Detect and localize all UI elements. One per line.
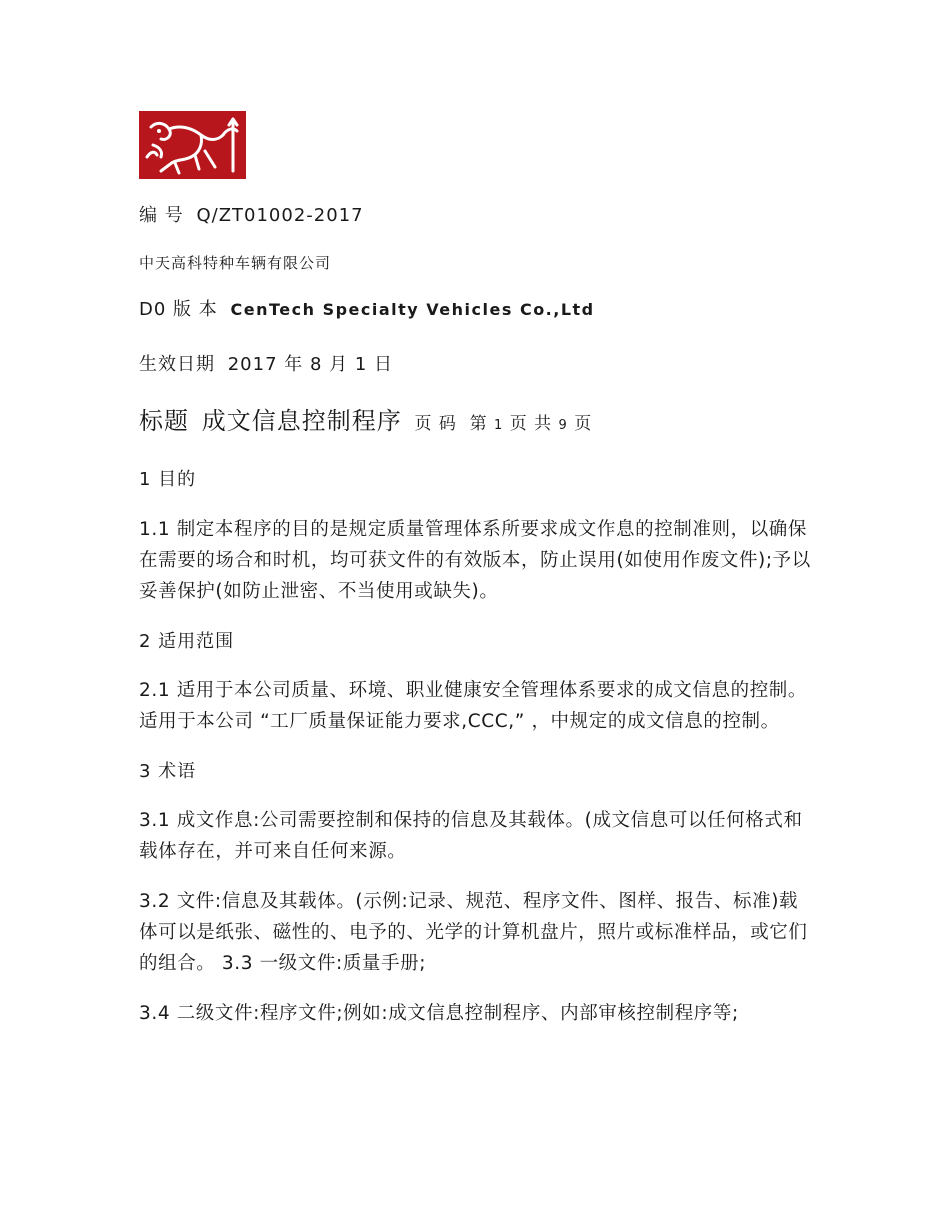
effective-date-line — [139, 350, 819, 380]
doc-number-label: 编 号 — [139, 205, 184, 226]
section-3-4-text: 3.4 二级文件:程序文件;例如:成文信息控制程序、内部审核控制程序等; — [139, 1003, 739, 1024]
page-label: 页 码 — [414, 414, 457, 434]
lion-logo-icon — [139, 111, 246, 179]
doc-number: Q/ZT01002-2017 — [196, 205, 364, 226]
page-info: 第 1 页 共 9 页 — [469, 414, 593, 434]
effective-date-label: 生效日期 — [139, 354, 215, 375]
version-label: D0 版 本 — [139, 299, 218, 320]
document-title: 成文信息控制程序 — [201, 407, 402, 435]
company-name-en: CenTech Specialty Vehicles Co.,Ltd — [230, 300, 595, 319]
document-page — [139, 110, 819, 1029]
doc-number-line — [139, 201, 819, 231]
section-2-1-text: 2.1 适用于本公司质量、环境、职业健康安全管理体系要求的成文信息的控制。适用于本公司 “工厂质量保证能力要求,CCC,” ，中规定的成文信息的控制。 — [139, 680, 808, 732]
title-line — [139, 404, 819, 443]
section-2-heading: 2 适用范围 — [139, 631, 235, 652]
version-line — [139, 295, 819, 325]
company-logo — [139, 111, 819, 179]
title-label: 标题 — [139, 407, 189, 435]
section-3-1-text: 3.1 成文作息:公司需要控制和保持的信息及其载体。(成文信息可以任何格式和载体存在，并可来自任何来源。 — [139, 810, 803, 862]
section-3-heading: 3 术语 — [139, 761, 197, 782]
effective-date: 2017 年 8 月 1 日 — [227, 354, 394, 375]
section-3-2-text: 3.2 文件:信息及其载体。(示例:记录、规范、程序文件、图样、报告、标准)载体可以是纸张、磁性的、电予的、光学的计算机盘片，照片或标准样品，或它们的组合。 3.3 一级文件:质量手册; — [139, 891, 808, 974]
section-1-heading: 1 目的 — [139, 469, 197, 490]
section-1-1-text: 1.1 制定本程序的目的是规定质量管理体系所要求成文作息的控制准则，以确保在需要的场合和时机，均可获文件的有效版本，防止误用(如使用作废文件);予以妥善保护(如防止泄密、不当使用或缺失)。 — [139, 519, 811, 602]
company-name-cn: 中天高科特种车辆有限公司 — [139, 254, 332, 272]
